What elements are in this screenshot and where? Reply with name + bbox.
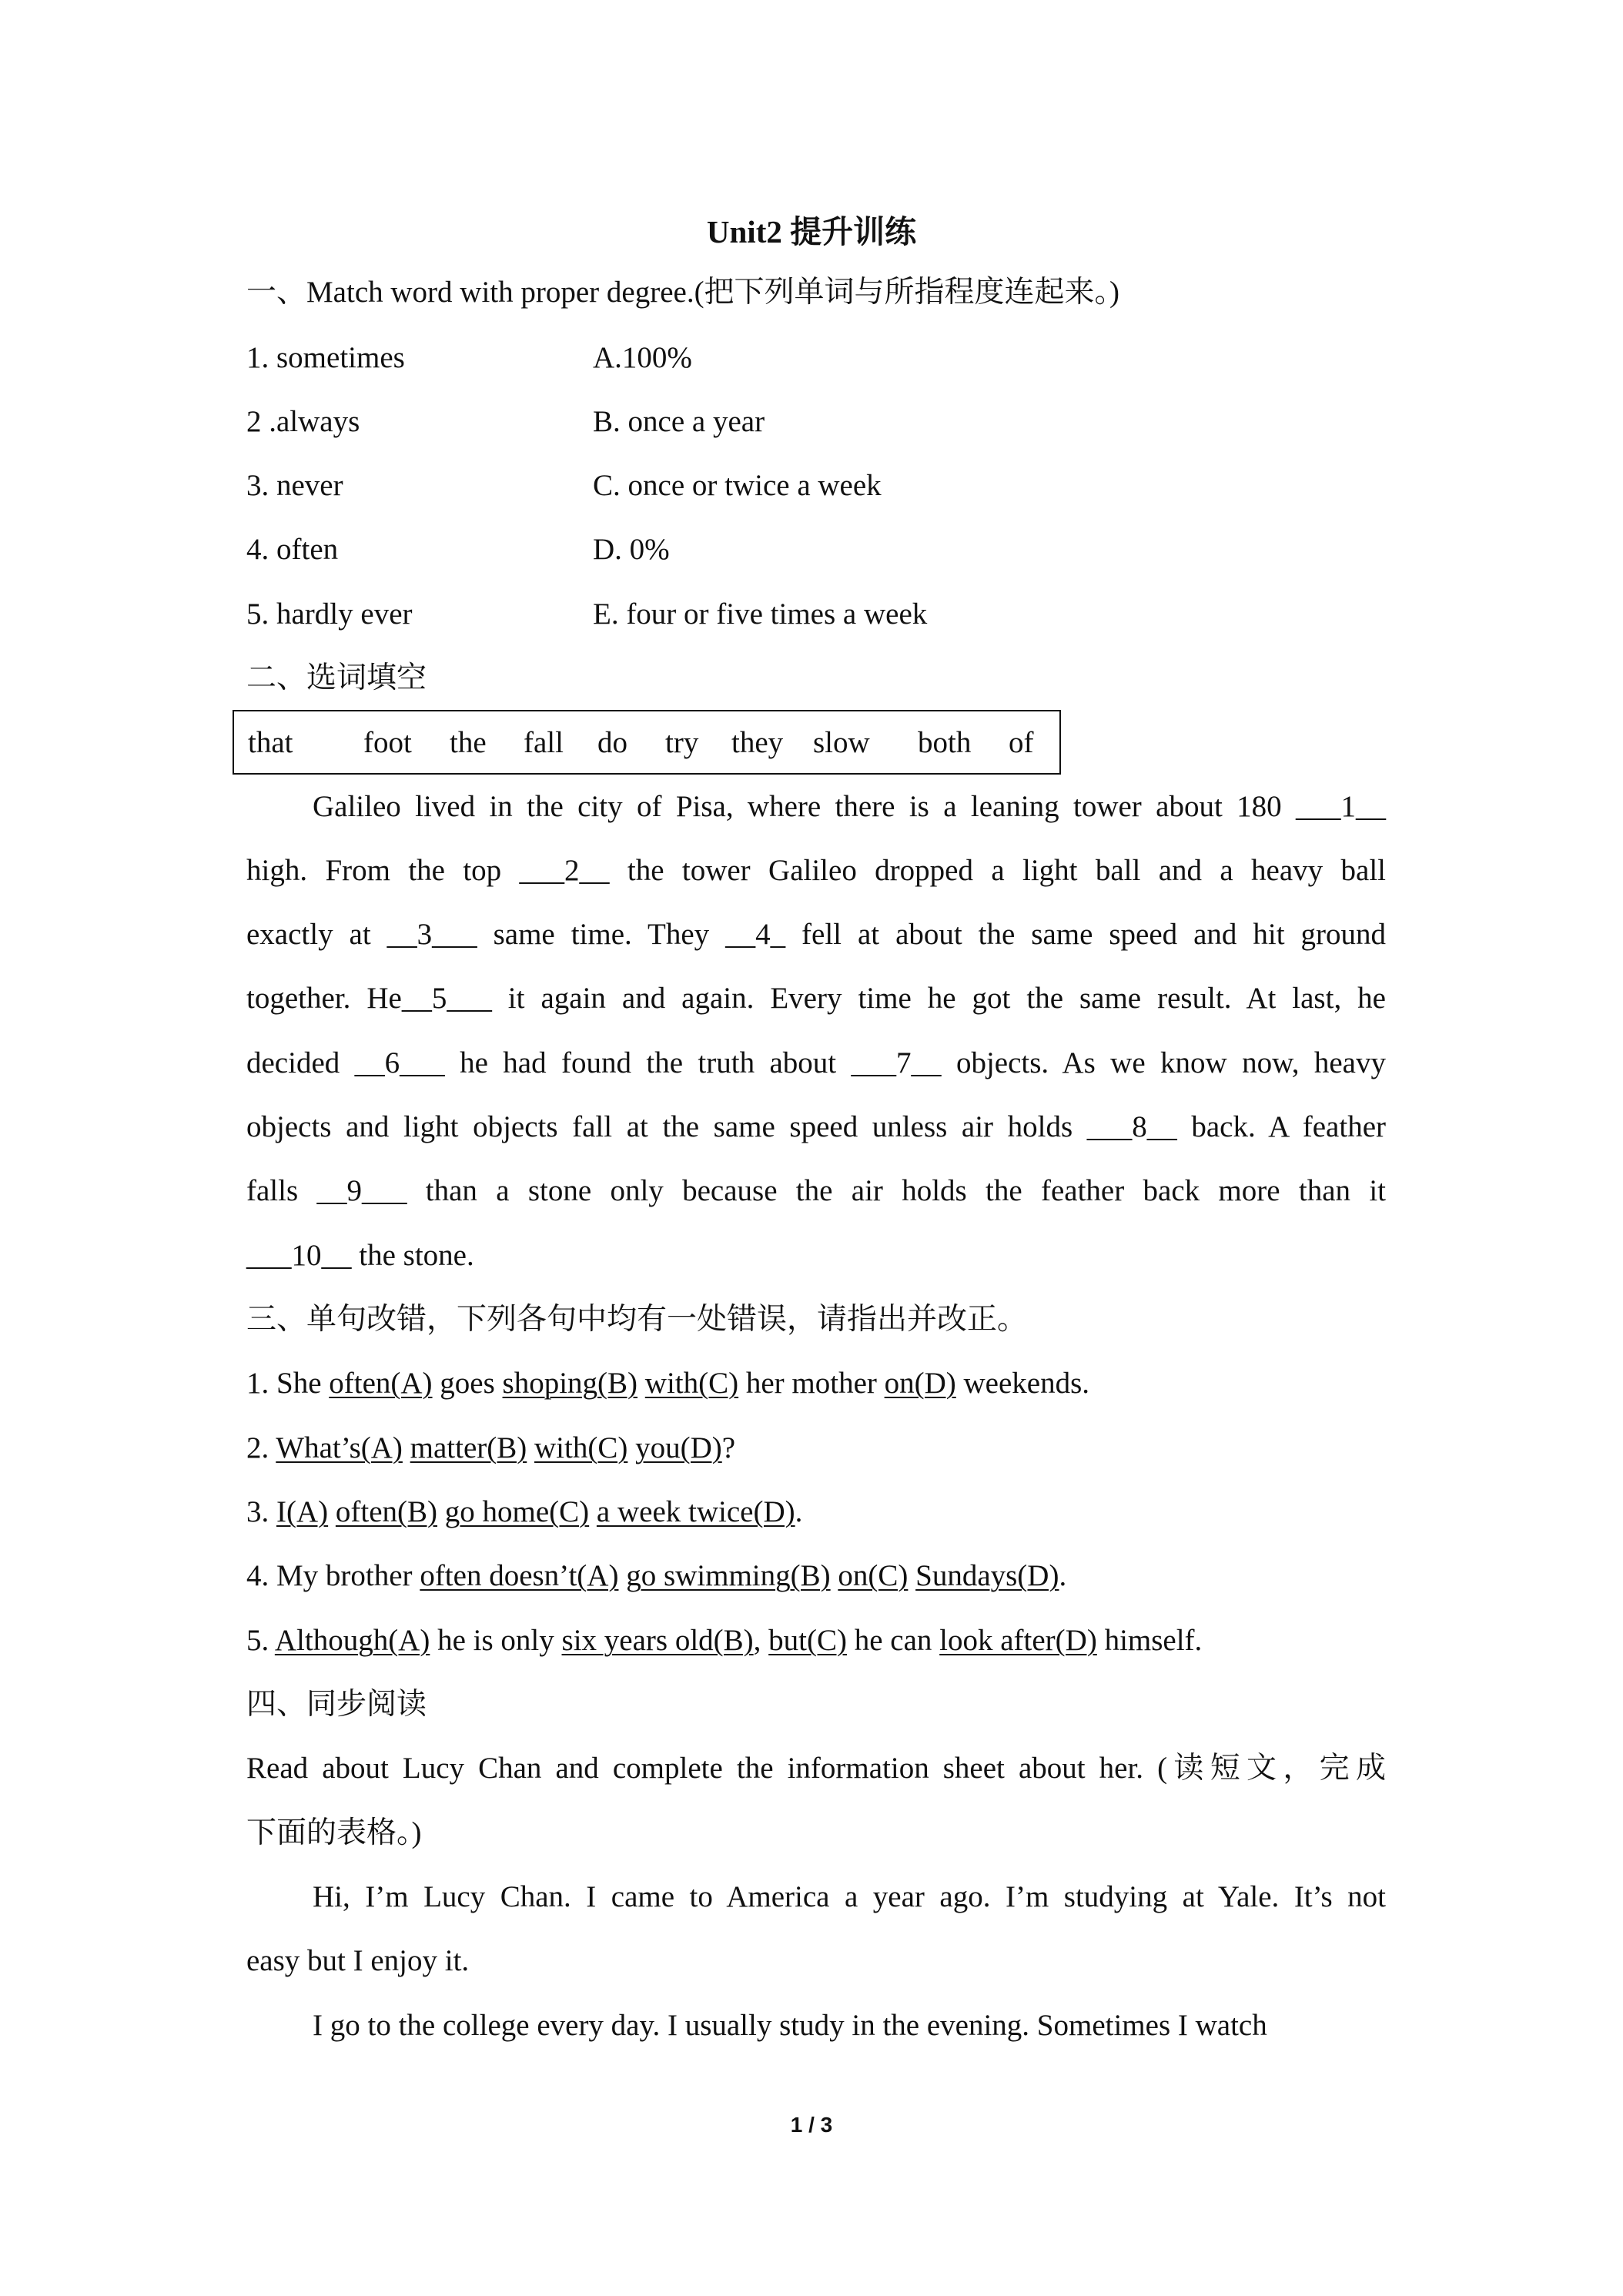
word-bank-item: try: [665, 726, 699, 759]
sentence-text: [908, 1559, 915, 1592]
match-row: [246, 467, 882, 505]
error-sentence: [246, 1557, 1066, 1595]
word-bank-item: fall: [524, 726, 564, 759]
underlined-option: a week twice(D): [596, 1495, 795, 1528]
passage-line: exactly at __3___ same time. They __4_ fell at about the same speed and hit ground: [246, 918, 1386, 951]
error-sentence: [246, 1364, 1089, 1403]
passage-line: ___10__ the stone.: [246, 1239, 474, 1272]
error-sentence: [246, 1429, 735, 1468]
match-degree: D. 0%: [593, 533, 670, 566]
reading-line: I go to the college every day. I usually study in the evening. Sometimes I watch: [313, 2009, 1267, 2042]
underlined-option: but(C): [768, 1624, 847, 1657]
underlined-option: you(D): [635, 1431, 722, 1464]
sentence-text: he is only: [430, 1624, 562, 1657]
sentence-number: 3.: [246, 1495, 276, 1528]
word-bank-box: [233, 710, 1061, 775]
passage-line: high. From the top ___2__ the tower Galileo dropped a light ball and a heavy ball: [246, 854, 1386, 887]
word-bank-item: of: [1009, 726, 1034, 759]
sentence-text: .: [795, 1495, 803, 1528]
match-degree: B. once a year: [593, 405, 765, 438]
underlined-option: on(C): [838, 1559, 909, 1592]
underlined-option: go swimming(B): [626, 1559, 831, 1592]
passage-line: together. He__5___ it again and again. Every time he got the same result. At last, he: [246, 982, 1386, 1015]
sentence-text: her mother: [738, 1367, 885, 1400]
sentence-text: [527, 1431, 534, 1464]
match-row: [246, 403, 765, 441]
match-row: [246, 339, 692, 377]
underlined-option: Although(A): [274, 1624, 430, 1657]
section3-heading: 三、单句改错，下列各句中均有一处错误，请指出并改正。: [246, 1303, 1028, 1336]
sentence-text: weekends.: [955, 1367, 1090, 1400]
passage-line: objects and light objects fall at the same speed unless air holds ___8__ back. A feather: [246, 1110, 1386, 1143]
word-bank-item: slow: [813, 726, 870, 759]
passage-line: Galileo lived in the city of Pisa, where there is a leaning tower about 180 ___1__: [313, 790, 1386, 823]
sentence-number: 4.: [246, 1559, 276, 1592]
underlined-option: shoping(B): [502, 1367, 638, 1400]
sentence-text: ,: [753, 1624, 769, 1657]
sentence-text: [627, 1431, 635, 1464]
page-number: 1 / 3: [790, 2113, 833, 2137]
underlined-option: go home(C): [444, 1495, 590, 1528]
match-word: 3. never: [246, 469, 343, 502]
sentence-text: [589, 1495, 597, 1528]
sentence-text: [637, 1367, 645, 1400]
match-word: 5. hardly ever: [246, 597, 413, 631]
word-bank-item: they: [731, 726, 784, 759]
sentence-text: he can: [846, 1624, 940, 1657]
section2-heading: 二、选词填空: [246, 661, 427, 694]
match-degree: E. four or five times a week: [593, 597, 928, 631]
underlined-option: I(A): [276, 1495, 329, 1528]
sentence-text: himself.: [1096, 1624, 1203, 1657]
sentence-text: [328, 1495, 336, 1528]
sentence-number: 1.: [246, 1367, 276, 1400]
match-degree: A.100%: [593, 341, 692, 374]
passage-line: falls __9___ than a stone only because the air holds the feather back more than it: [246, 1174, 1386, 1207]
section1-heading: 一、Match word with proper degree.(把下列单词与所指程度连起来。): [246, 276, 1120, 309]
match-word: 2 .always: [246, 405, 360, 438]
passage-line: decided __6___ he had found the truth about ___7__ objects. As we know now, heavy: [246, 1046, 1386, 1079]
underlined-option: with(C): [644, 1367, 739, 1400]
sentence-text: ?: [721, 1431, 736, 1464]
sentence-number: 2.: [246, 1431, 276, 1464]
underlined-option: on(D): [884, 1367, 956, 1400]
match-row: [246, 595, 928, 634]
underlined-option: often(B): [335, 1495, 438, 1528]
reading-line: Hi, I’m Lucy Chan. I came to America a year ago. I’m studying at Yale. It’s not: [313, 1880, 1386, 1913]
match-word: 4. often: [246, 533, 339, 566]
sentence-text: [437, 1495, 445, 1528]
sentence-text: [403, 1431, 410, 1464]
sentence-text: [831, 1559, 838, 1592]
underlined-option: look after(D): [939, 1624, 1097, 1657]
sentence-number: 5.: [246, 1624, 275, 1657]
underlined-option: What’s(A): [276, 1431, 403, 1464]
sentence-text: .: [1059, 1559, 1067, 1592]
underlined-option: with(C): [534, 1431, 628, 1464]
match-word: 1. sometimes: [246, 341, 405, 374]
underlined-option: matter(B): [410, 1431, 527, 1464]
instruction-line: 下面的表格。): [246, 1816, 422, 1849]
instruction-line: Read about Lucy Chan and complete the information sheet about her. (读短文，完成: [246, 1752, 1386, 1785]
word-bank-item: the: [450, 726, 487, 759]
underlined-option: often doesn’t(A): [420, 1559, 619, 1592]
reading-line: easy but I enjoy it.: [246, 1944, 470, 1977]
underlined-option: Sundays(D): [915, 1559, 1059, 1592]
underlined-option: often(A): [329, 1367, 433, 1400]
section4-heading: 四、同步阅读: [246, 1688, 427, 1721]
error-sentence: [246, 1493, 802, 1531]
word-bank-item: that: [248, 726, 293, 759]
sentence-text: goes: [432, 1367, 503, 1400]
page-title: Unit2 提升训练: [706, 214, 917, 249]
match-degree: C. once or twice a week: [593, 469, 882, 502]
sentence-text: She: [276, 1367, 330, 1400]
error-sentence: [246, 1622, 1202, 1660]
sentence-text: [618, 1559, 626, 1592]
match-row: [246, 530, 670, 569]
sentence-text: My brother: [276, 1559, 420, 1592]
word-bank-item: do: [597, 726, 627, 759]
underlined-option: six years old(B): [561, 1624, 754, 1657]
word-bank-item: foot: [363, 726, 412, 759]
word-bank-item: both: [918, 726, 972, 759]
